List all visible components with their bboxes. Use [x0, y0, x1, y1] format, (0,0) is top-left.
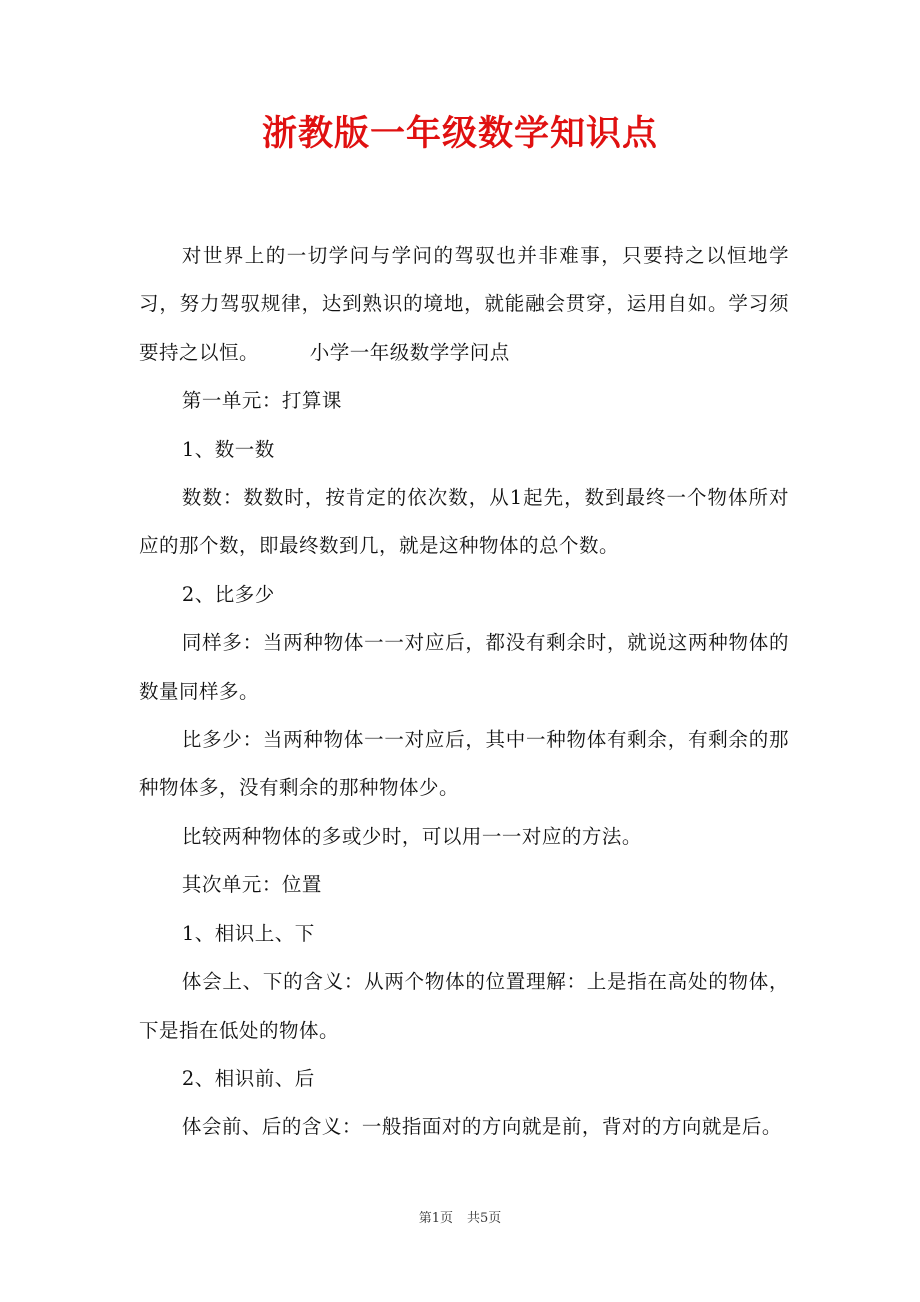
body-paragraph: 数数：数数时，按肯定的依次数，从1起先，数到最终一个物体所对应的那个数，即最终数到几，就是这种物体的总个数。 — [139, 486, 789, 558]
page-total: 共5页 — [467, 1211, 502, 1226]
section-heading: 2、相识前、后 — [181, 1066, 315, 1090]
body-paragraph: 体会上、下的含义：从两个物体的位置理解：上是指在高处的物体，下是指在低处的物体。 — [139, 970, 789, 1042]
intro-text: 对世界上的一切学问与学问的驾驭也并非难事，只要持之以恒地学习，努力驾驭规律，达到熟识的境地，就能融会贯穿，运用自如。学习须要持之以恒。 — [139, 244, 789, 364]
intro-paragraph — [139, 232, 789, 377]
section-heading: 1、相识上、下 — [181, 921, 315, 945]
body-paragraph: 同样多：当两种物体一一对应后，都没有剩余时，就说这两种物体的数量同样多。 — [139, 631, 789, 703]
body-paragraph: 体会前、后的含义：一般指面对的方向就是前，背对的方向就是后。 — [181, 1115, 782, 1139]
page-number: 第1页 — [418, 1211, 453, 1226]
section-heading: 1、数一数 — [181, 437, 275, 461]
unit-1-heading: 第一单元：打算课 — [181, 389, 342, 413]
unit-2-heading: 其次单元：位置 — [181, 873, 322, 897]
document-title: 浙教版一年级数学知识点 — [261, 114, 658, 154]
document-body — [139, 232, 789, 1152]
body-paragraph: 比多少：当两种物体一一对应后，其中一种物体有剩余，有剩余的那种物体多，没有剩余的那种物体少。 — [139, 728, 789, 800]
section-heading: 2、比多少 — [181, 582, 275, 606]
body-paragraph: 比较两种物体的多或少时，可以用一一对应的方法。 — [181, 824, 642, 848]
intro-tail-text: 小学一年级数学学问点 — [309, 340, 510, 364]
page-footer — [0, 1207, 920, 1226]
